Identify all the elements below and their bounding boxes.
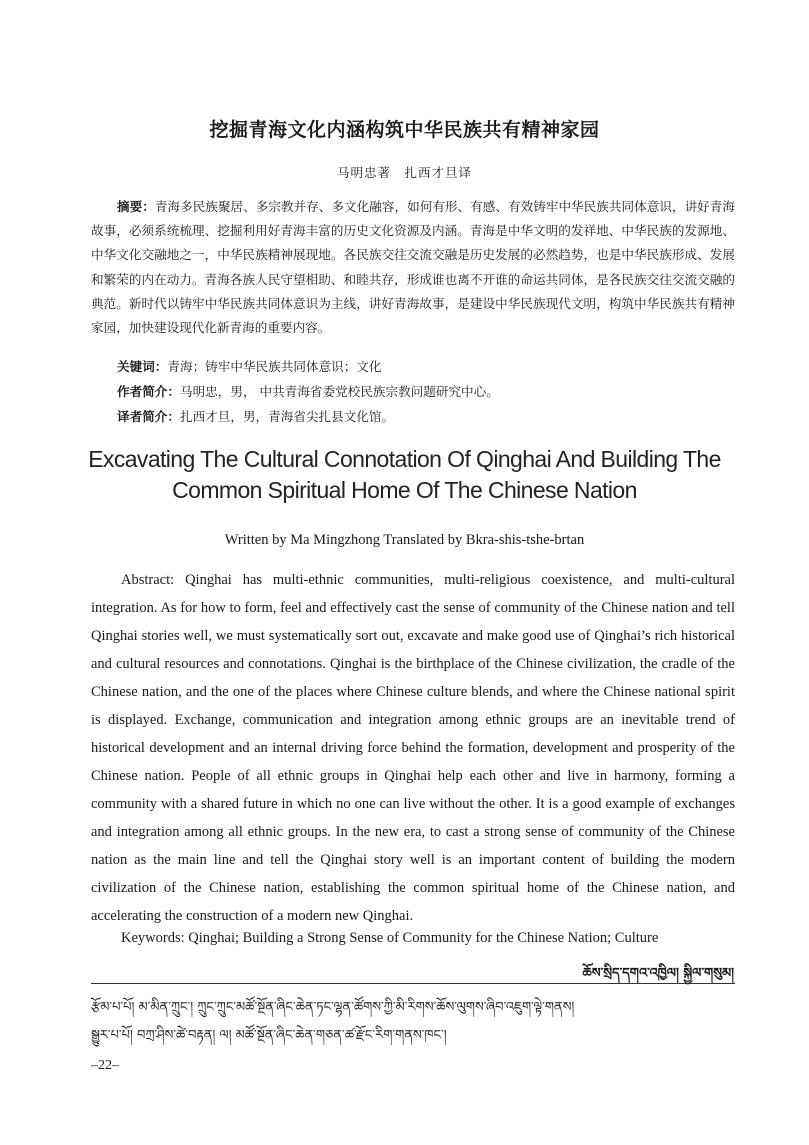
english-abstract bbox=[91, 566, 735, 930]
chinese-translator-intro-label: 译者简介： bbox=[117, 409, 180, 424]
chinese-keywords-label: 关键词： bbox=[117, 359, 168, 374]
english-title: Excavating The Cultural Connotation Of Qinghai And Building The Common Spiritual Home Of The Chinese Nation bbox=[88, 446, 721, 503]
tibetan-author-line: རྩོམ་པ་པོ། མ་མིན་ཀྲུང་། ཀྲུང་ཀྲུང་མཚོ་སྔོན་ཞིང་ཆེན་ཏང་ལྷན་ཚོགས་ཀྱི་མི་རིགས་ཆོས་ལུགས་ཞིབ་འཇུག་ལྟེ་གནས། bbox=[91, 1000, 575, 1015]
chinese-abstract-label: 摘要： bbox=[117, 199, 155, 214]
chinese-translator-intro-text: 扎西才旦，男，青海省尖扎县文化馆。 bbox=[179, 409, 395, 424]
chinese-author-intro-text: 马明忠，男， 中共青海省委党校民族宗教问题研究中心。 bbox=[179, 384, 499, 399]
chinese-abstract bbox=[91, 195, 735, 340]
chinese-author-intro bbox=[91, 380, 735, 404]
page-number: –22– bbox=[91, 1058, 119, 1073]
english-abstract-text: : Qinghai has multi-ethnic communities, multi-religious coexistence, and multi-cultural integration. As for how to form, feel and effectively cast the sense of community of the Chinese nation and tell Qinghai stories well, we must systematically sort out, excavate and make good use of Qinghai’s rich historical and cultural resources and connotations. Qinghai is the birthplace of the Chinese civilization, the cradle of the Chinese nation, and the one of the places where Chinese culture blends, and where the Chinese national spirit is displayed. Exchange, communication and integration among ethnic groups are an inevitable trend of historical development and an internal driving force behind the formation, development and prosperity of the Chinese nation. People of all ethnic groups in Qinghai help each other and live in harmony, forming a community with a shared future in which no one can live without the other. It is a good example of exchanges and integration among all ethnic groups. In the new era, to cast a strong sense of community of the Chinese nation as the main line and tell the Qinghai story well is an important content of building the modern civilization of the Chinese nation, establishing the common spiritual home of the Chinese nation, and accelerating the construction of a modern new Qinghai. bbox=[91, 572, 735, 924]
chinese-abstract-text: 青海多民族聚居、多宗教并存、多文化融容，如何有形、有感、有效铸牢中华民族共同体意识，讲好青海故事，必须系统梳理、挖掘利用好青海丰富的历史文化资源及内涵。青海是中华文明的发祥地、中华民族的发源地、中华文化交融地之一，中华民族精神展现地。各民族交往交流交融是历史发展的必然趋势，也是中华民族形成、发展和繁荣的内在动力。青海各族人民守望相助、和睦共存，形成谁也离不开谁的命运共同体，是各民族交往交流交融的典范。新时代以铸牢中华民族共同体意识为主线，讲好青海故事，是建设中华民族现代文明，构筑中华民族共有精神家园，加快建设现代化新青海的重要内容。 bbox=[91, 199, 736, 336]
tibetan-translator-line: སྒྱུར་པ་པོ། བཀྲ་ཤིས་ཚེ་བརྟན། ལ། མཚོ་སྔོན་ཞིང་ཆེན་གཅན་ཚ་རྫོང་རིག་གནས་ཁང་། bbox=[91, 1028, 447, 1043]
chinese-keywords-text: 青海；铸牢中华民族共同体意识；文化 bbox=[167, 359, 382, 374]
chinese-translator-intro bbox=[91, 405, 735, 429]
english-keywords-text: : Qinghai; Building a Strong Sense of Community for the Chinese Nation; Culture bbox=[180, 930, 659, 946]
chinese-author-intro-label: 作者简介： bbox=[117, 384, 180, 399]
chinese-author-line: 马明忠著 扎西才旦译 bbox=[336, 165, 472, 180]
english-abstract-label: Abstract bbox=[121, 572, 171, 588]
footer-divider bbox=[91, 983, 735, 984]
journal-name: ཆོས་སྲིད་དགའ་འཁྱིལ། སྐྱིལ་གསུམ། bbox=[582, 966, 734, 981]
english-author-line: Written by Ma Mingzhong Translated by Bkra-shis-tshe-brtan bbox=[224, 532, 585, 548]
chinese-keywords bbox=[91, 355, 735, 379]
english-keywords-label: Keywords bbox=[121, 930, 181, 946]
chinese-title: 挖掘青海文化内涵构筑中华民族共有精神家园 bbox=[209, 119, 600, 141]
english-keywords bbox=[91, 930, 735, 947]
